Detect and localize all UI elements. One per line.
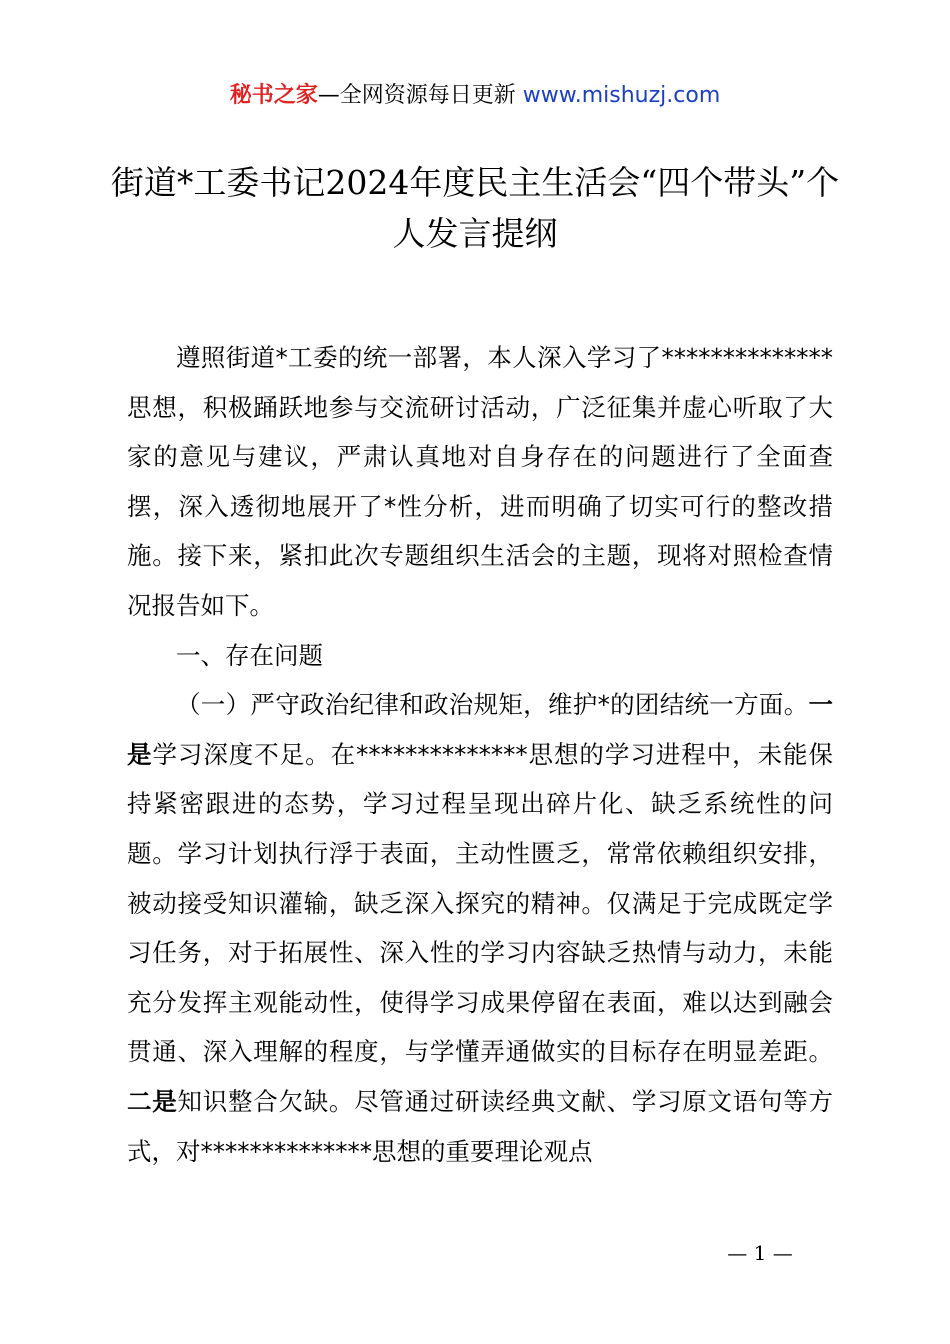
point-2-text: 知识整合欠缺。尽管通过研读经典文献、学习原文语句等方式，对**************思想的重要理论观点 — [127, 1086, 834, 1166]
subsection-heading: （一）严守政治纪律和政治规矩，维护*的团结统一方面。 — [176, 690, 809, 720]
document-body — [127, 333, 833, 1176]
page-number: — 1 — — [727, 1241, 793, 1265]
document-title: 街道*工委书记2024年度民主生活会“四个带头”个人发言提纲 — [110, 163, 840, 253]
site-brand: 秘书之家 — [229, 83, 318, 108]
site-url-link[interactable]: www.mishuzj.com — [522, 83, 721, 108]
intro-paragraph: 遵照街道*工委的统一部署，本人深入学习了**************思想，积极踊跃地参与交流研讨活动，广泛征集并虚心听取了大家的意见与建议，严肃认真地对自身存在的问题进行了全面查摆，深入透彻地展开了*性分析，进而明确了切实可行的整改措施。接下来，紧扣此次专题组织生活会的主题，现将对照检查情况报告如下。 — [127, 343, 833, 620]
subsection-paragraph — [127, 680, 833, 1176]
section-heading: 一、存在问题 — [176, 640, 323, 670]
site-header — [0, 80, 950, 112]
site-slogan: —全网资源每日更新 — [317, 83, 523, 108]
point-1-label: 一是 — [127, 690, 833, 769]
point-1-text: 学习深度不足。在**************思想的学习进程中，未能保持紧密跟进的态势，学习过程呈现出碎片化、缺乏系统性的问题。学习计划执行浮于表面，主动性匮乏，常常依赖组织安排，被动接受知识灌输，缺乏深入探究的精神。仅满足于完成既定学习任务，对于拓展性、深入性的学习内容缺乏热情与动力，未能充分发挥主观能动性，使得学习成果停留在表面，难以达到融会贯通、深入理解的程度，与学懂弄通做实的目标存在明显差距。 — [127, 739, 833, 1067]
point-2-label: 二是 — [127, 1086, 178, 1116]
